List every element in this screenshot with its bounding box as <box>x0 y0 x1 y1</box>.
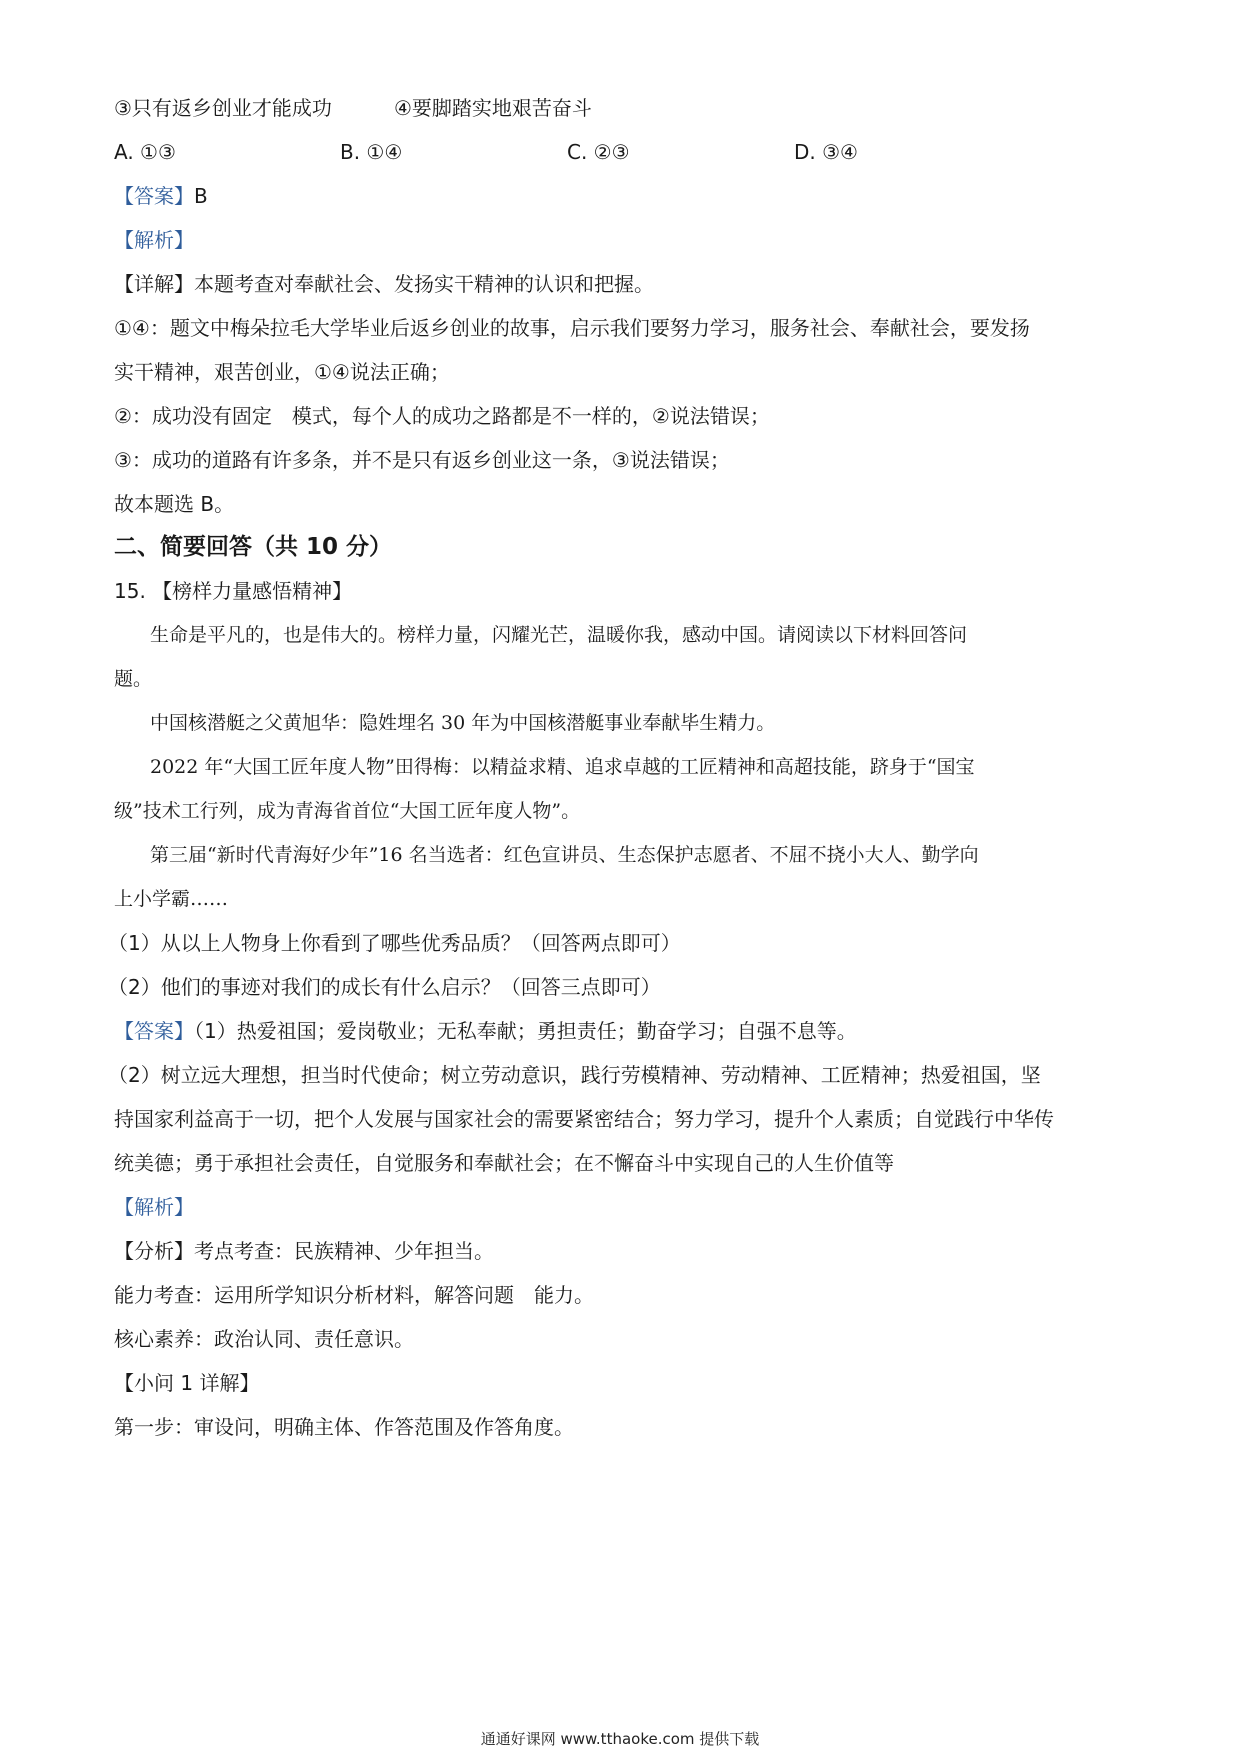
conclusion: 故本题选 B。 <box>114 492 235 516</box>
detail-paragraph-2: ②：成功没有固定 模式，每个人的成功之路都是不一样的，②说法错误； <box>114 404 770 428</box>
option-3: ③只有返乡创业才能成功 <box>114 96 332 120</box>
question-title: 15. 【榜样力量感悟精神】 <box>114 579 353 603</box>
answer-value: B <box>194 184 208 208</box>
material-3b: 级”技术工行列，成为青海省首位“大国工匠年度人物”。 <box>114 800 581 822</box>
step-1: 第一步：审设问，明确主体、作答范围及作答角度。 <box>114 1415 574 1439</box>
detail-heading: 【详解】本题考查对奉献社会、发扬实干精神的认识和把握。 <box>114 272 654 296</box>
choice-b: B. ①④ <box>340 140 403 164</box>
material-1a: 生命是平凡的，也是伟大的。榜样力量，闪耀光芒，温暖你我，感动中国。请阅读以下材料回答问 <box>150 624 968 646</box>
choice-a: A. ①③ <box>114 140 176 164</box>
analysis-1: 【分析】考点考查：民族精神、少年担当。 <box>114 1239 494 1263</box>
detail-paragraph-1b: 实干精神，艰苦创业，①④说法正确； <box>114 360 450 384</box>
analysis-2: 能力考查：运用所学知识分析材料，解答问题 能力。 <box>114 1283 594 1307</box>
analysis-tag: 【解析】 <box>114 228 194 252</box>
analysis-tag-2: 【解析】 <box>114 1195 194 1219</box>
material-4b: 上小学霸…… <box>114 888 229 910</box>
detail-paragraph-3: ③：成功的道路有许多条，并不是只有返乡创业这一条，③说法错误； <box>114 448 730 472</box>
answer-tag: 【答案】 <box>114 184 194 208</box>
footer-watermark: 通通好课网 www.tthaoke.com 提供下载 <box>480 1730 760 1748</box>
sub-detail-heading: 【小问 1 详解】 <box>114 1371 260 1395</box>
answer-2a: （2）树立远大理想，担当时代使命；树立劳动意识，践行劳模精神、劳动精神、工匠精神；热爱祖国，坚 <box>108 1063 1041 1087</box>
detail-paragraph-1a: ①④：题文中梅朵拉毛大学毕业后返乡创业的故事，启示我们要努力学习，服务社会、奉献社会，要发扬 <box>114 316 1030 340</box>
material-1b: 题。 <box>114 668 153 690</box>
sub-question-1: （1）从以上人物身上你看到了哪些优秀品质？（回答两点即可） <box>108 931 681 955</box>
choice-c: C. ②③ <box>567 140 630 164</box>
answer-tag: 【答案】 <box>114 1019 194 1043</box>
answer-2b: 持国家利益高于一切，把个人发展与国家社会的需要紧密结合；努力学习，提升个人素质；自觉践行中华传 <box>114 1107 1054 1131</box>
material-3a: 2022 年“大国工匠年度人物”田得梅：以精益求精、追求卓越的工匠精神和高超技能，跻身于“国宝 <box>150 756 975 778</box>
option-row <box>114 94 332 122</box>
analysis-3: 核心素养：政治认同、责任意识。 <box>114 1327 414 1351</box>
option-4: ④要脚踏实地艰苦奋斗 <box>394 96 592 120</box>
choice-d: D. ③④ <box>794 140 858 164</box>
answer-1: （1）热爱祖国；爱岗敬业；无私奉献；勇担责任；勤奋学习；自强不息等。 <box>194 1019 857 1043</box>
material-2: 中国核潜艇之父黄旭华：隐姓埋名 30 年为中国核潜艇事业奉献毕生精力。 <box>150 712 776 734</box>
answer-line <box>114 182 208 210</box>
material-4a: 第三届“新时代青海好少年”16 名当选者：红色宣讲员、生态保护志愿者、不屈不挠小大人、勤学向 <box>150 844 979 866</box>
answer-1-line <box>114 1017 857 1045</box>
answer-2c: 统美德；勇于承担社会责任，自觉服务和奉献社会；在不懈奋斗中实现自己的人生价值等 <box>114 1151 894 1175</box>
sub-question-2: （2）他们的事迹对我们的成长有什么启示？（回答三点即可） <box>108 975 661 999</box>
section-heading: 二、简要回答（共 10 分） <box>114 534 393 560</box>
